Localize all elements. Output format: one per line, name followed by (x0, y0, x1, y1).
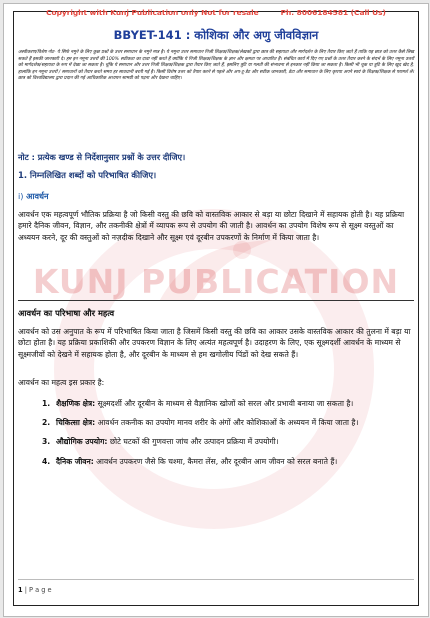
list-item-text: आवर्धन तकनीक का उपयोग मानव शरीर के अंगों और कोशिकाओं के अध्ययन में किया जाता है। (95, 418, 359, 428)
disclaimer-text: अस्वीकरण/विशेष नोट- ये सिर्फ नमूने के लिए कुछ प्रश्नों के उत्तर समाधान के नमूने मात्र है। ये नमूना उत्तर समाधान निजी शिक्षक/शिक्षक/लेखकों द्वारा छात्र की सहायता और मार्गदर्शन के लिए तैयार किए जाते हैं ताकि यह छात्र को उत्तर कैसे लिख सकते हैं इसकी जानकारी दे। हम इन नमूना उत्तरों की 100% सटीकता का दावा नहीं करते हैं क्योंकि ये निजी शिक्षक/शिक्षक के ज्ञान और क्षमता पर आधारित हैं। संबंधित कार्य में दिए गए प्रश्नों के उत्तर तैयार करने के संदर्भ के लिए नमूना उत्तरों को मार्गदर्शक/सहायता के रूप में देखा जा सकता है। चूंकि ये समाधान और उत्तर निजी शिक्षक/शिक्षक द्वारा तैयार किए जाते हैं, इसलिए त्रुटि या गलती की संभावना से इनकार नहीं किया जा सकता है। किसी भी चूक या त्रुटि के लिए खुद खेद है, हालांकि इन नमूना उत्तरों / समाधानों को तैयार करते समय हर सावधानी बरती गई है। किसी विशेष उत्तर को तैयार करने से पहले और अप-टू-डेट और सटीक जानकारी, डेटा और समाधान के लिए कृपया अपने स्वयं के शिक्षक/शिक्षक से परामर्श लें। छात्र को विश्वविद्यालय द्वारा प्रदान की गई आधिकारिक अध्ययन सामग्री को पढ़ना और देखना चाहिए। (18, 50, 414, 82)
list-item-text: आवर्धन उपकरण जैसे कि चश्मा, कैमरा लेंस, और दूरबीन आम जीवन को सरल बनाते हैं। (93, 456, 338, 466)
page-footer (18, 586, 52, 594)
list-item-text: सूक्ष्मदर्शी और दूरबीन के माध्यम से वैज्ञानिक खोजों को सरल और प्रभावी बनाया जा सकता है। (95, 399, 354, 408)
list-item-text: छोटे घटकों की गुणवत्ता जांच और उत्पादन प्रक्रिया में उपयोगी। (107, 437, 279, 447)
question-heading: 1. निम्नलिखित शब्दों को परिभाषित कीजिए। (18, 170, 157, 180)
list-item-number: 4. (42, 456, 51, 466)
copyright-notice: Copyright with Kunj Publication only Not for resale (46, 8, 259, 17)
list-item (42, 398, 412, 409)
list-item-label: शैक्षणिक क्षेत्र: (56, 399, 96, 408)
instruction-note: नोट : प्रत्येक खण्ड से निर्देशानुसार प्रश्नों के उत्तर दीजिए। (18, 152, 186, 162)
list-item (42, 456, 412, 467)
list-item-number: 1. (42, 399, 51, 408)
list-item-number: 2. (42, 418, 51, 428)
watermark-text: KUNJ PUBLICATION (32, 262, 400, 301)
document-page (3, 3, 429, 617)
paragraph-intro: आवर्धन एक महत्वपूर्ण भौतिक प्रक्रिया है जो किसी वस्तु की छवि को वास्तविक आकार से बड़ा या छोटा दिखाने में सहायक होती है। यह प्रक्रिया हमारे दैनिक जीवन, विज्ञान, और तकनीकी क्षेत्रों में व्यापक रूप से उपयोग की जाती है। आवर्धन का उपयोग विशेष रूप से सूक्ष्म वस्तुओं का अध्ययन करने, दूर की वस्तुओं को नज़दीक दिखाने और सूक्ष्म एवं दूरबीन उपकरणों के निर्माण में किया जाता है। (18, 210, 405, 242)
section-divider (18, 300, 414, 301)
subsection-label: आवर्धन (26, 191, 49, 201)
subsection-heading (18, 191, 49, 202)
page-separator: | (24, 586, 27, 594)
document-title: BBYET-141 : कोशिका और अणु जीवविज्ञान (113, 28, 319, 42)
list-item-number: 3. (42, 437, 51, 447)
copyright-header (4, 8, 428, 17)
list-item (42, 436, 412, 447)
list-item-label: औद्योगिक उपयोग: (56, 437, 108, 447)
section-heading: आवर्धन का परिभाषा और महत्व (18, 308, 115, 318)
list-item-label: चिकित्सा क्षेत्र: (56, 418, 96, 428)
list-item-label: दैनिक जीवन: (56, 456, 94, 466)
footer-divider (18, 579, 414, 580)
page-number: 1 (18, 586, 23, 594)
list-item (42, 417, 412, 428)
paragraph-definition: आवर्धन को उस अनुपात के रूप में परिभाषित किया जाता है जिसमें किसी वस्तु की छवि का आकार उसके वास्तविक आकार की तुलना में बड़ा या छोटा होता है। यह प्रक्रिया प्रकाशिकी और उपकरण विज्ञान के लिए अत्यंत महत्वपूर्ण है। उदाहरण के लिए, एक सूक्ष्मदर्शी आवर्धन के माध्यम से सूक्ष्मजीवों को देखने में सहायक होता है, और दूरबीन के माध्यम से हम खगोलीय पिंडों को देख सकते हैं। (18, 327, 411, 359)
page-label: P a g e (29, 586, 52, 594)
phone-number: Ph. 8006184581 (Call Us) (280, 8, 386, 17)
paragraph-importance-intro: आवर्धन का महत्व इस प्रकार है: (18, 378, 105, 387)
importance-list (42, 398, 412, 475)
subsection-marker: i) (18, 191, 24, 201)
